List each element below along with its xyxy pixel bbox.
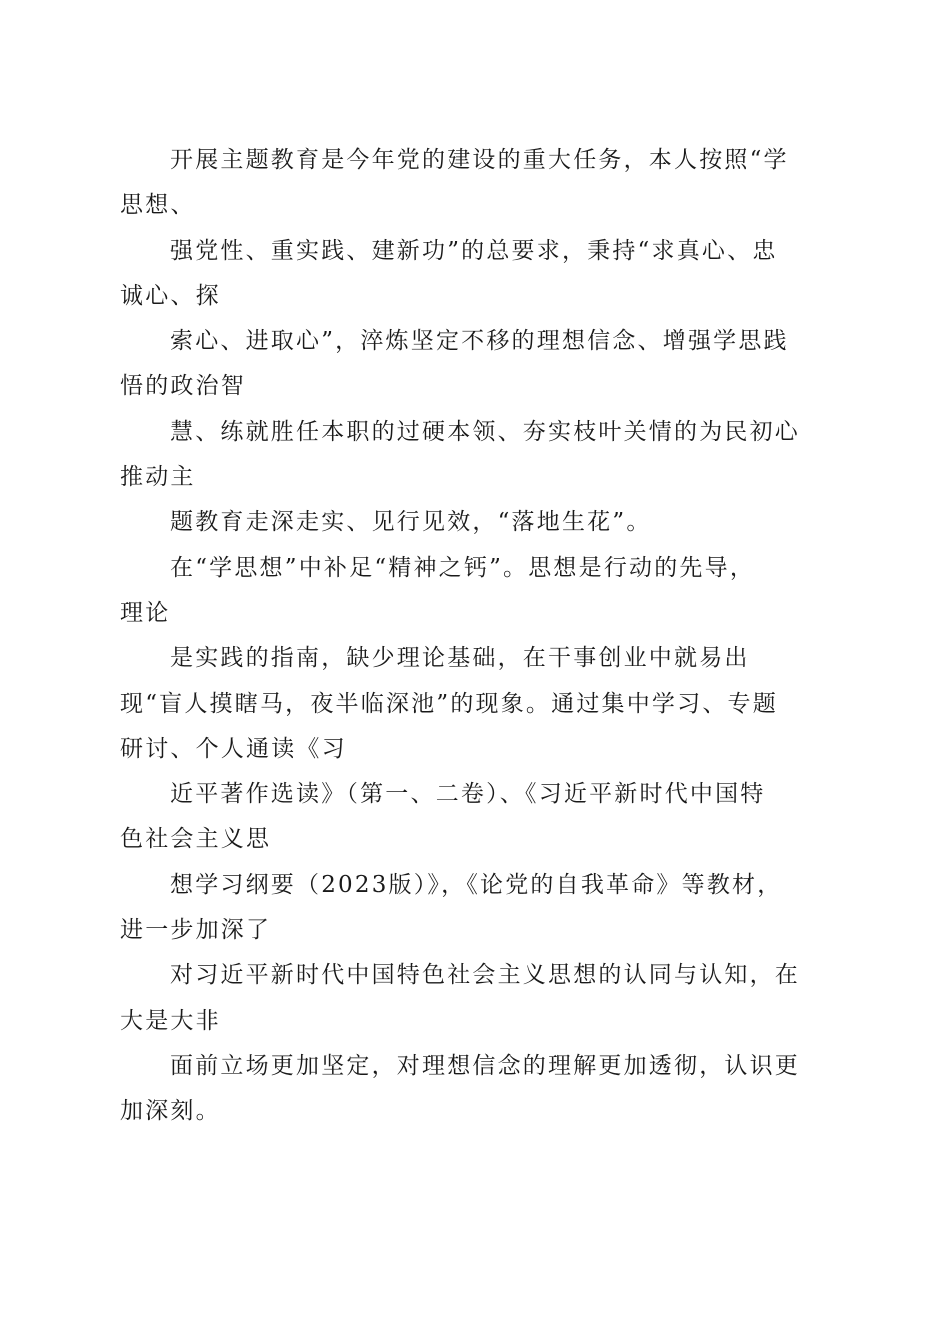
text-line: 诚心、探 <box>120 282 221 309</box>
text-line: 思想、 <box>120 192 196 219</box>
text-line: 开展主题教育是今年党的建设的重大任务，本人按照“学 <box>170 147 789 173</box>
text-line: 推动主 <box>120 464 196 491</box>
text-line: 对习近平新时代中国特色社会主义思想的认同与认知，在 <box>170 962 800 989</box>
text-line: 色社会主义思 <box>120 826 272 853</box>
text-line: 慧、练就胜任本职的过硬本领、夯实枝叶关情的为民初心 <box>170 418 800 445</box>
text-line: 理论 <box>120 599 171 626</box>
text-line: 现“盲人摸瞎马，夜半临深池”的现象。通过集中学习、专题 <box>120 690 778 717</box>
text-line: 想学习纲要（2023版）》，《论党的自我革命》等教材， <box>170 871 783 898</box>
text-line: 强党性、重实践、建新功”的总要求，秉持“求真心、忠 <box>170 237 778 264</box>
text-line: 题教育走深走实、见行见效，“落地生花”。 <box>170 509 652 536</box>
text-line: 加深刻。 <box>120 1098 221 1125</box>
text-line: 悟的政治智 <box>120 373 246 400</box>
text-line: 在“学思想”中补足“精神之钙”。思想是行动的先导， <box>170 554 756 581</box>
body-text <box>120 138 824 1135</box>
text-line: 进一步加深了 <box>120 917 272 944</box>
text-line: 近平著作选读》（第一、二卷）、《习近平新时代中国特 <box>170 781 766 808</box>
text-line: 大是大非 <box>120 1007 221 1034</box>
text-line: 研讨、个人通读《习 <box>120 735 347 762</box>
text-line: 面前立场更加坚定，对理想信念的理解更加透彻，认识更 <box>170 1052 800 1079</box>
text-line: 索心、进取心”，淬炼坚定不移的理想信念、增强学思践 <box>170 328 789 355</box>
text-line: 是实践的指南，缺少理论基础，在干事创业中就易出 <box>170 645 750 672</box>
